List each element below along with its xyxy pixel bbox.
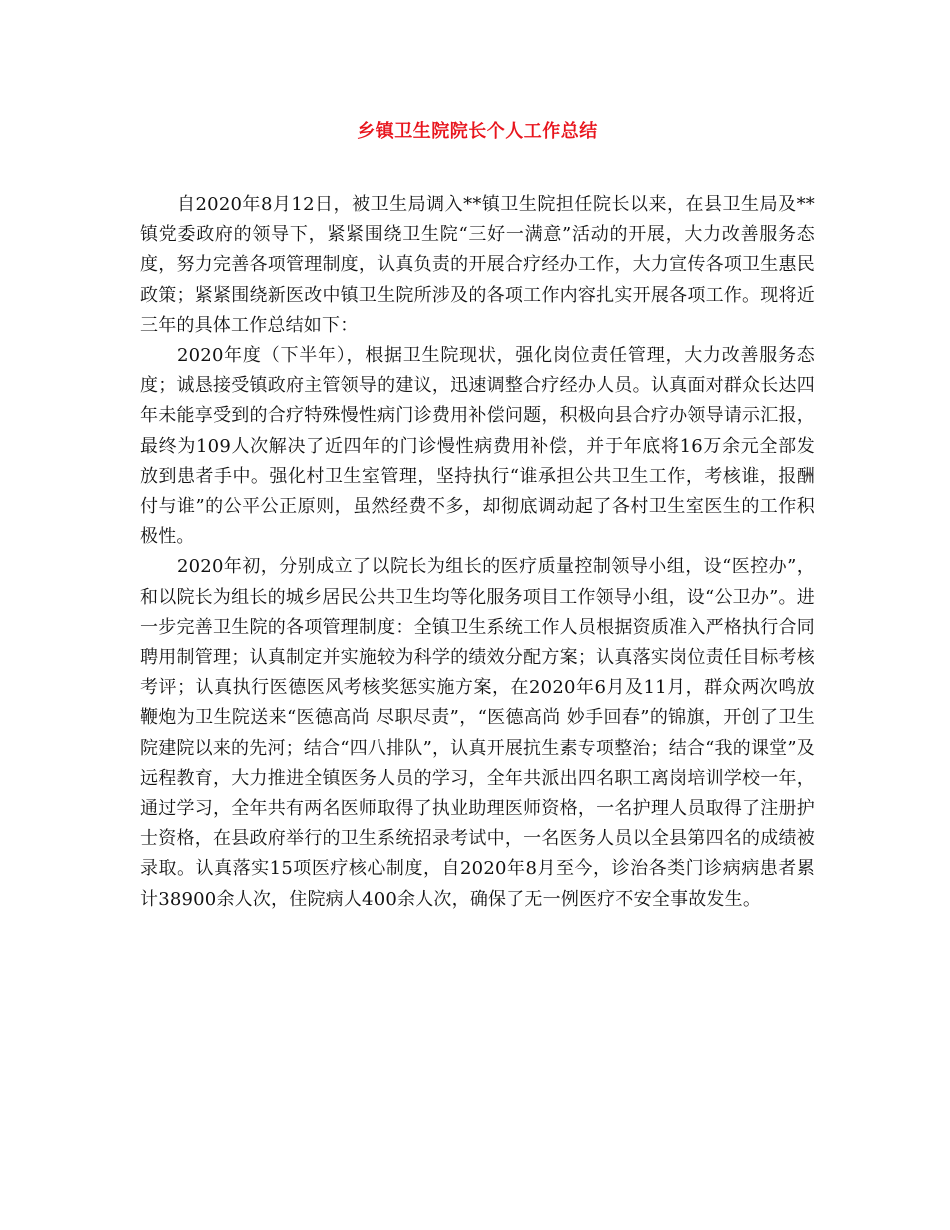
document-title: 乡镇卫生院院长个人工作总结 [357,121,598,142]
document-body [140,190,815,915]
paragraph-2020-second-half: 2020年度（下半年），根据卫生院现状，强化岗位责任管理，大力改善服务态度；诚恳接受镇政府主管领导的建议，迅速调整合疗经办人员。认真面对群众长达四年未能享受到的合疗特殊慢性病门诊费用补偿问题，积极向县合疗办领导请示汇报，最终为109人次解决了近四年的门诊慢性病费用补偿，并于年底将16万余元全部发放到患者手中。强化村卫生室管理，坚持执行“谁承担公共卫生工作，考核谁，报酬付与谁”的公平公正原则，虽然经费不多，却彻底调动起了各村卫生室医生的工作积极性。 [140,345,815,548]
paragraph-2020-early: 2020年初，分别成立了以院长为组长的医疗质量控制领导小组，设“医控办”，和以院长为组长的城乡居民公共卫生均等化服务项目工作领导小组，设“公卫办”。进一步完善卫生院的各项管理制度：全镇卫生系统工作人员根据资质准入严格执行合同聘用制管理；认真制定并实施较为科学的绩效分配方案；认真落实岗位责任目标考核考评；认真执行医德医风考核奖惩实施方案，在2020年6月及11月，群众两次鸣放鞭炮为卫生院送来“医德高尚 尽职尽责”，“医德高尚 妙手回春”的锦旗，开创了卫生院建院以来的先河；结合“四八排队”，认真开展抗生素专项整治；结合“我的课堂”及远程教育，大力推进全镇医务人员的学习，全年共派出四名职工离岗培训学校一年，通过学习，全年共有两名医师取得了执业助理医师资格，一名护理人员取得了注册护士资格，在县政府举行的卫生系统招录考试中，一名医务人员以全县第四名的成绩被录取。认真落实15项医疗核心制度，自2020年8月至今，诊治各类门诊病病患者累计38900余人次，住院病人400余人次，确保了无一例医疗不安全事故发生。 [140,556,815,910]
paragraph-intro: 自2020年8月12日，被卫生局调入**镇卫生院担任院长以来，在县卫生局及**镇党委政府的领导下，紧紧围绕卫生院“三好一满意”活动的开展，大力改善服务态度，努力完善各项管理制度，认真负责的开展合疗经办工作，大力宣传各项卫生惠民政策；紧紧围绕新医改中镇卫生院所涉及的各项工作内容扎实开展各项工作。现将近三年的具体工作总结如下： [140,194,815,336]
